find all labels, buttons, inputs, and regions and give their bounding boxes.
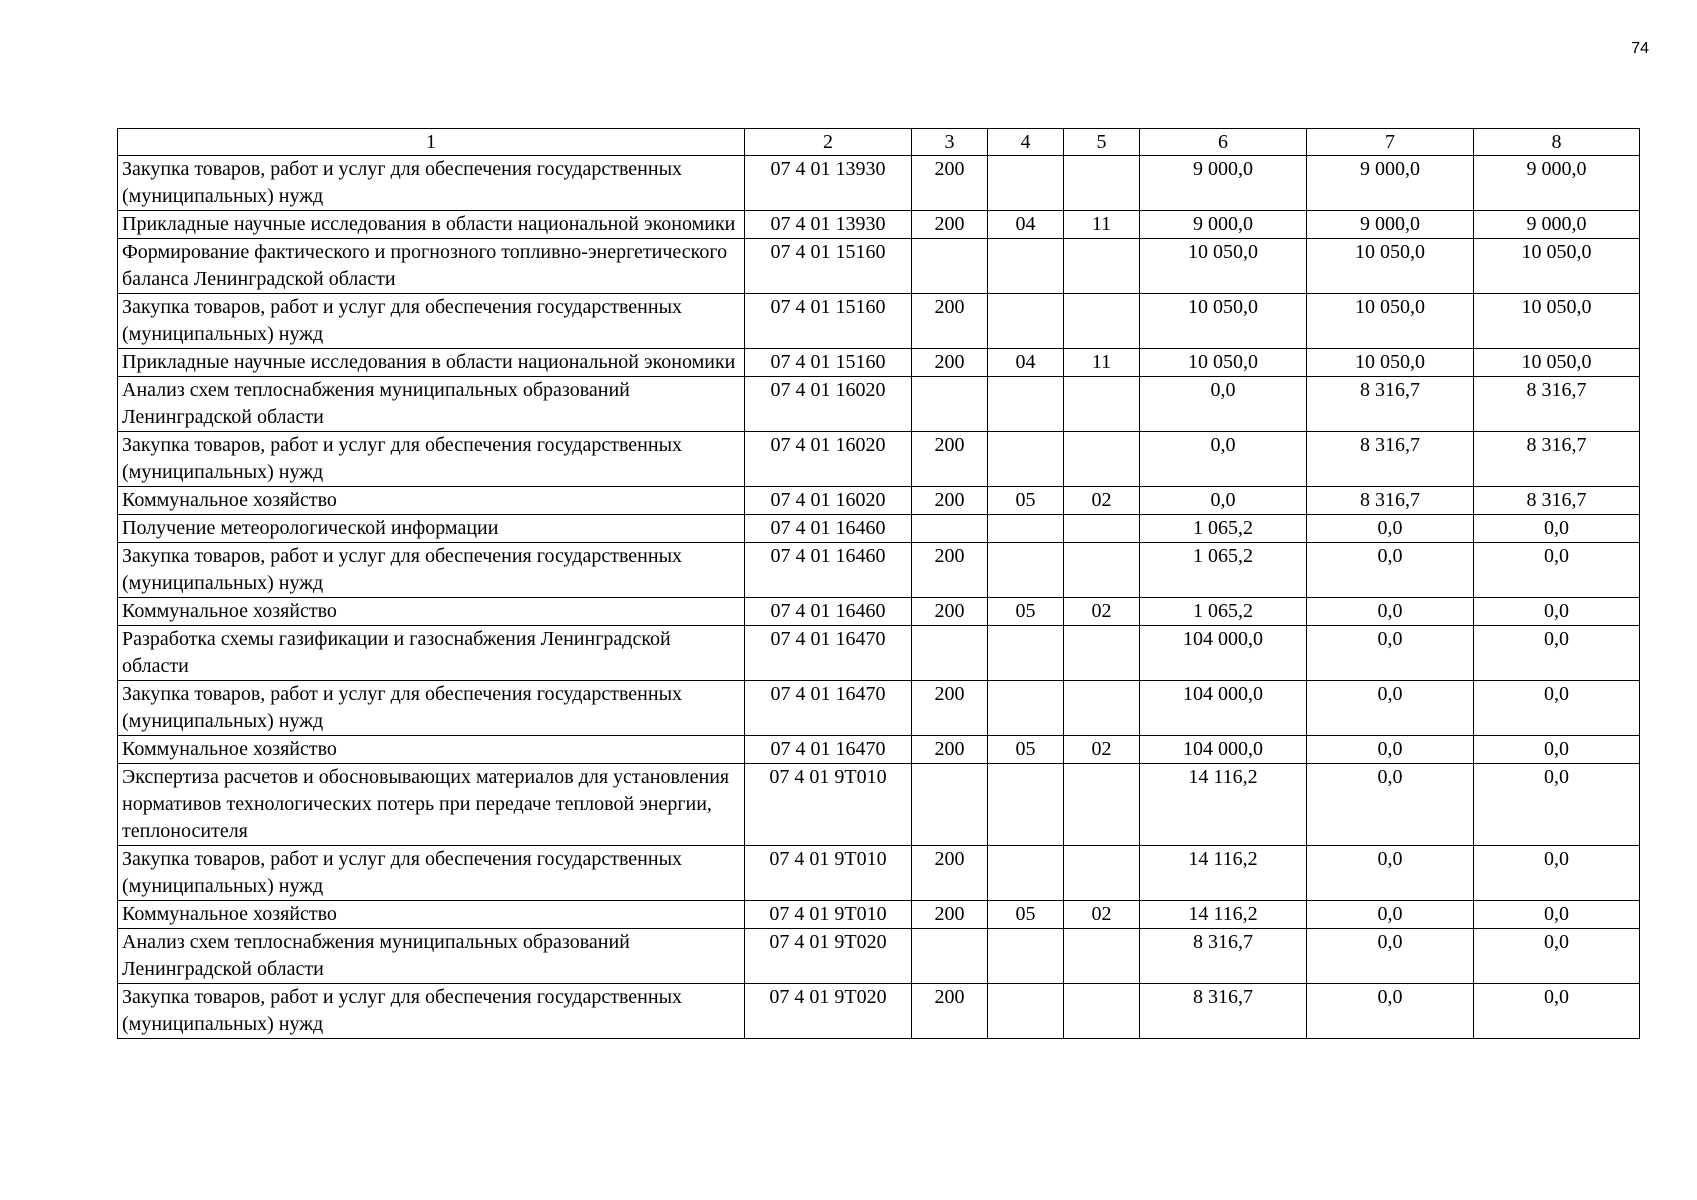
row-value7-cell: 0,0 [1307, 846, 1474, 901]
row-col5-cell [1064, 377, 1140, 432]
row-name-cell: Закупка товаров, работ и услуг для обеспечения государственных (муниципальных) нужд [118, 156, 745, 211]
row-value8-cell: 0,0 [1474, 764, 1640, 846]
row-value7-cell: 9 000,0 [1307, 211, 1474, 239]
row-code-cell: 07 4 01 13930 [745, 156, 912, 211]
page-number: 74 [1631, 40, 1649, 57]
row-code-cell: 07 4 01 9Т010 [745, 846, 912, 901]
row-col4-cell: 05 [988, 736, 1064, 764]
row-col5-cell [1064, 984, 1140, 1039]
row-value6-cell: 14 116,2 [1140, 764, 1307, 846]
row-value7-cell: 0,0 [1307, 764, 1474, 846]
row-value7-cell: 8 316,7 [1307, 487, 1474, 515]
row-col5-cell: 02 [1064, 598, 1140, 626]
row-value8-cell: 0,0 [1474, 929, 1640, 984]
row-code-cell: 07 4 01 15160 [745, 239, 912, 294]
table-row [118, 487, 1640, 515]
row-col3-cell: 200 [912, 294, 988, 349]
row-value8-cell: 8 316,7 [1474, 487, 1640, 515]
row-value6-cell: 1 065,2 [1140, 543, 1307, 598]
row-col5-cell [1064, 543, 1140, 598]
row-value8-cell: 10 050,0 [1474, 239, 1640, 294]
row-col3-cell: 200 [912, 211, 988, 239]
row-name-cell: Коммунальное хозяйство [118, 598, 745, 626]
row-col3-cell [912, 626, 988, 681]
row-name-cell: Анализ схем теплоснабжения муниципальных образований Ленинградской области [118, 929, 745, 984]
row-value8-cell: 9 000,0 [1474, 211, 1640, 239]
table-row [118, 984, 1640, 1039]
row-col4-cell [988, 156, 1064, 211]
table-row [118, 598, 1640, 626]
row-col5-cell [1064, 764, 1140, 846]
table-row [118, 736, 1640, 764]
row-col4-cell [988, 294, 1064, 349]
column-header: 3 [912, 129, 988, 156]
table-row [118, 432, 1640, 487]
row-code-cell: 07 4 01 15160 [745, 294, 912, 349]
row-name-cell: Получение метеорологической информации [118, 515, 745, 543]
row-value6-cell: 14 116,2 [1140, 846, 1307, 901]
row-value6-cell: 0,0 [1140, 377, 1307, 432]
row-value6-cell: 1 065,2 [1140, 515, 1307, 543]
row-value7-cell: 10 050,0 [1307, 349, 1474, 377]
row-col5-cell [1064, 846, 1140, 901]
row-value7-cell: 0,0 [1307, 598, 1474, 626]
row-name-cell: Коммунальное хозяйство [118, 901, 745, 929]
row-value7-cell: 9 000,0 [1307, 156, 1474, 211]
row-col5-cell: 02 [1064, 487, 1140, 515]
row-value8-cell: 8 316,7 [1474, 432, 1640, 487]
row-value7-cell: 0,0 [1307, 984, 1474, 1039]
row-value8-cell: 0,0 [1474, 515, 1640, 543]
column-header: 1 [118, 129, 745, 156]
row-name-cell: Закупка товаров, работ и услуг для обеспечения государственных (муниципальных) нужд [118, 984, 745, 1039]
row-name-cell: Прикладные научные исследования в области национальной экономики [118, 349, 745, 377]
table-row [118, 239, 1640, 294]
row-value6-cell: 104 000,0 [1140, 626, 1307, 681]
row-col4-cell [988, 984, 1064, 1039]
row-col5-cell [1064, 929, 1140, 984]
table-row [118, 349, 1640, 377]
row-value8-cell: 10 050,0 [1474, 294, 1640, 349]
row-col3-cell [912, 239, 988, 294]
row-col4-cell [988, 515, 1064, 543]
row-value6-cell: 9 000,0 [1140, 156, 1307, 211]
row-col4-cell: 04 [988, 211, 1064, 239]
row-value7-cell: 0,0 [1307, 626, 1474, 681]
row-col4-cell: 05 [988, 901, 1064, 929]
row-name-cell: Закупка товаров, работ и услуг для обеспечения государственных (муниципальных) нужд [118, 294, 745, 349]
row-value6-cell: 104 000,0 [1140, 736, 1307, 764]
row-value6-cell: 104 000,0 [1140, 681, 1307, 736]
row-col3-cell: 200 [912, 681, 988, 736]
row-code-cell: 07 4 01 16020 [745, 377, 912, 432]
row-code-cell: 07 4 01 16020 [745, 487, 912, 515]
row-col5-cell: 11 [1064, 349, 1140, 377]
row-name-cell: Формирование фактического и прогнозного топливно-энергетического баланса Ленинградской области [118, 239, 745, 294]
row-col4-cell [988, 239, 1064, 294]
row-value6-cell: 8 316,7 [1140, 984, 1307, 1039]
row-value8-cell: 8 316,7 [1474, 377, 1640, 432]
row-col4-cell [988, 681, 1064, 736]
row-value7-cell: 0,0 [1307, 901, 1474, 929]
row-value8-cell: 0,0 [1474, 598, 1640, 626]
row-col3-cell: 200 [912, 432, 988, 487]
table-row [118, 626, 1640, 681]
row-col5-cell: 11 [1064, 211, 1140, 239]
row-value7-cell: 0,0 [1307, 515, 1474, 543]
column-header: 8 [1474, 129, 1640, 156]
table-row [118, 294, 1640, 349]
row-col4-cell: 05 [988, 487, 1064, 515]
row-value7-cell: 0,0 [1307, 681, 1474, 736]
row-name-cell: Прикладные научные исследования в области национальной экономики [118, 211, 745, 239]
row-col3-cell: 200 [912, 349, 988, 377]
table-row [118, 211, 1640, 239]
row-value8-cell: 0,0 [1474, 543, 1640, 598]
row-col3-cell [912, 515, 988, 543]
row-col5-cell [1064, 515, 1140, 543]
column-header: 4 [988, 129, 1064, 156]
row-value6-cell: 8 316,7 [1140, 929, 1307, 984]
row-value6-cell: 14 116,2 [1140, 901, 1307, 929]
row-value7-cell: 0,0 [1307, 929, 1474, 984]
row-name-cell: Разработка схемы газификации и газоснабжения Ленинградской области [118, 626, 745, 681]
row-col3-cell [912, 377, 988, 432]
table-row [118, 846, 1640, 901]
row-col3-cell: 200 [912, 598, 988, 626]
row-col4-cell [988, 432, 1064, 487]
column-header: 5 [1064, 129, 1140, 156]
row-value7-cell: 0,0 [1307, 543, 1474, 598]
row-value8-cell: 0,0 [1474, 901, 1640, 929]
column-header: 7 [1307, 129, 1474, 156]
row-col3-cell [912, 929, 988, 984]
row-code-cell: 07 4 01 9Т020 [745, 929, 912, 984]
row-col5-cell: 02 [1064, 901, 1140, 929]
row-col3-cell [912, 764, 988, 846]
table-row [118, 156, 1640, 211]
row-col4-cell [988, 846, 1064, 901]
row-col5-cell [1064, 156, 1140, 211]
row-value6-cell: 0,0 [1140, 432, 1307, 487]
row-name-cell: Закупка товаров, работ и услуг для обеспечения государственных (муниципальных) нужд [118, 846, 745, 901]
row-col4-cell [988, 377, 1064, 432]
row-value7-cell: 8 316,7 [1307, 432, 1474, 487]
row-code-cell: 07 4 01 9Т010 [745, 764, 912, 846]
row-value8-cell: 0,0 [1474, 626, 1640, 681]
header-row [118, 129, 1640, 156]
row-code-cell: 07 4 01 16460 [745, 598, 912, 626]
row-col3-cell: 200 [912, 984, 988, 1039]
row-col4-cell [988, 626, 1064, 681]
row-col5-cell [1064, 294, 1140, 349]
row-col3-cell: 200 [912, 156, 988, 211]
budget-table [117, 128, 1640, 1039]
row-name-cell: Коммунальное хозяйство [118, 736, 745, 764]
row-code-cell: 07 4 01 16460 [745, 543, 912, 598]
row-col4-cell: 04 [988, 349, 1064, 377]
row-code-cell: 07 4 01 16470 [745, 681, 912, 736]
row-code-cell: 07 4 01 9Т020 [745, 984, 912, 1039]
row-col4-cell [988, 929, 1064, 984]
row-value6-cell: 1 065,2 [1140, 598, 1307, 626]
row-value6-cell: 10 050,0 [1140, 294, 1307, 349]
table-row [118, 515, 1640, 543]
table-row [118, 901, 1640, 929]
row-value7-cell: 8 316,7 [1307, 377, 1474, 432]
row-col4-cell [988, 764, 1064, 846]
table-body [118, 156, 1640, 1039]
row-code-cell: 07 4 01 16020 [745, 432, 912, 487]
row-value7-cell: 10 050,0 [1307, 294, 1474, 349]
row-col5-cell [1064, 626, 1140, 681]
row-value6-cell: 10 050,0 [1140, 349, 1307, 377]
row-value6-cell: 9 000,0 [1140, 211, 1307, 239]
row-code-cell: 07 4 01 13930 [745, 211, 912, 239]
row-name-cell: Анализ схем теплоснабжения муниципальных образований Ленинградской области [118, 377, 745, 432]
row-code-cell: 07 4 01 16470 [745, 626, 912, 681]
row-name-cell: Экспертиза расчетов и обосновывающих материалов для установления нормативов технологических потерь при передаче тепловой энергии, теплоносителя [118, 764, 745, 846]
row-code-cell: 07 4 01 16460 [745, 515, 912, 543]
row-col5-cell: 02 [1064, 736, 1140, 764]
column-header: 2 [745, 129, 912, 156]
row-value8-cell: 0,0 [1474, 681, 1640, 736]
row-code-cell: 07 4 01 9Т010 [745, 901, 912, 929]
row-name-cell: Коммунальное хозяйство [118, 487, 745, 515]
row-value6-cell: 10 050,0 [1140, 239, 1307, 294]
row-col3-cell: 200 [912, 543, 988, 598]
row-col3-cell: 200 [912, 846, 988, 901]
table-row [118, 681, 1640, 736]
row-value7-cell: 0,0 [1307, 736, 1474, 764]
row-code-cell: 07 4 01 16470 [745, 736, 912, 764]
row-col4-cell: 05 [988, 598, 1064, 626]
row-value8-cell: 0,0 [1474, 984, 1640, 1039]
row-value6-cell: 0,0 [1140, 487, 1307, 515]
row-value7-cell: 10 050,0 [1307, 239, 1474, 294]
row-col5-cell [1064, 239, 1140, 294]
row-name-cell: Закупка товаров, работ и услуг для обеспечения государственных (муниципальных) нужд [118, 432, 745, 487]
table-row [118, 929, 1640, 984]
row-col3-cell: 200 [912, 487, 988, 515]
row-col3-cell: 200 [912, 901, 988, 929]
column-header: 6 [1140, 129, 1307, 156]
row-name-cell: Закупка товаров, работ и услуг для обеспечения государственных (муниципальных) нужд [118, 681, 745, 736]
row-col4-cell [988, 543, 1064, 598]
table-row [118, 543, 1640, 598]
row-code-cell: 07 4 01 15160 [745, 349, 912, 377]
table-row [118, 377, 1640, 432]
table-row [118, 764, 1640, 846]
row-name-cell: Закупка товаров, работ и услуг для обеспечения государственных (муниципальных) нужд [118, 543, 745, 598]
row-value8-cell: 0,0 [1474, 846, 1640, 901]
row-col5-cell [1064, 681, 1140, 736]
row-value8-cell: 9 000,0 [1474, 156, 1640, 211]
row-value8-cell: 10 050,0 [1474, 349, 1640, 377]
row-col5-cell [1064, 432, 1140, 487]
row-col3-cell: 200 [912, 736, 988, 764]
row-value8-cell: 0,0 [1474, 736, 1640, 764]
